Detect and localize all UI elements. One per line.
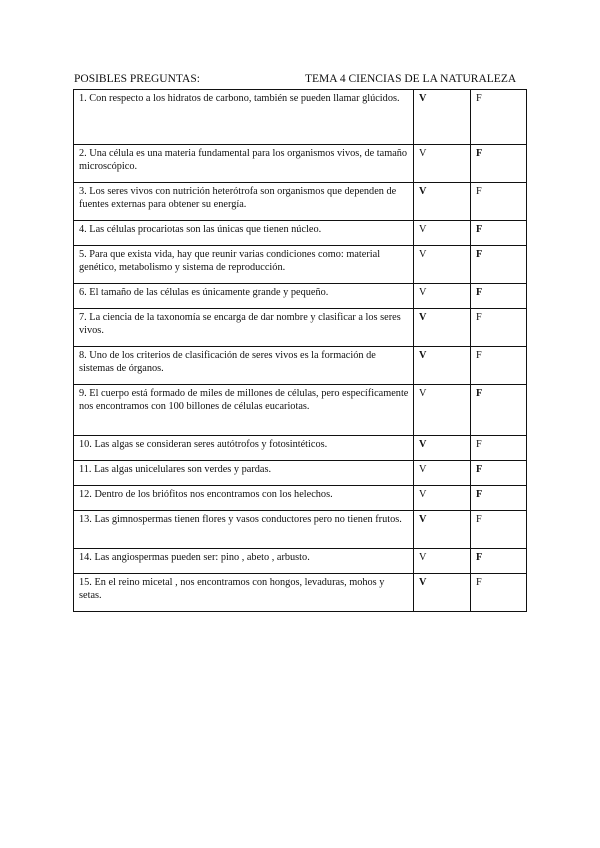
- question-text: 8. Uno de los criterios de clasificación de seres vivos es la formación de sistemas de órganos.: [74, 347, 414, 385]
- option-true: V: [414, 309, 471, 347]
- option-false: F: [471, 221, 527, 246]
- option-true: V: [414, 549, 471, 574]
- question-row: [74, 549, 527, 574]
- question-text: 15. En el reino micetal , nos encontramos con hongos, levaduras, mohos y setas.: [74, 574, 414, 612]
- question-row: [74, 486, 527, 511]
- question-text: 6. El tamaño de las células es únicamente grande y pequeño.: [74, 284, 414, 309]
- option-false: F: [471, 486, 527, 511]
- option-false: F: [471, 385, 527, 436]
- option-false: F: [471, 574, 527, 612]
- option-false: F: [471, 246, 527, 284]
- option-true: V: [414, 246, 471, 284]
- question-row: [74, 436, 527, 461]
- questions-table-body: [74, 90, 527, 612]
- option-false: F: [471, 309, 527, 347]
- questions-table: [73, 89, 527, 612]
- question-text: 12. Dentro de los briófitos nos encontramos con los helechos.: [74, 486, 414, 511]
- option-false: F: [471, 511, 527, 549]
- question-text: 4. Las células procariotas son las únicas que tienen núcleo.: [74, 221, 414, 246]
- option-true: V: [414, 511, 471, 549]
- question-row: [74, 461, 527, 486]
- option-true: V: [414, 145, 471, 183]
- question-row: [74, 284, 527, 309]
- question-text: 2. Una célula es una materia fundamental para los organismos vivos, de tamaño microscópico.: [74, 145, 414, 183]
- header-topic: TEMA 4 CIENCIAS DE LA NATURALEZA: [305, 73, 517, 85]
- option-true: V: [414, 90, 471, 145]
- option-false: F: [471, 183, 527, 221]
- question-row: [74, 183, 527, 221]
- option-true: V: [414, 574, 471, 612]
- option-true: V: [414, 347, 471, 385]
- option-false: F: [471, 347, 527, 385]
- option-true: V: [414, 486, 471, 511]
- option-true: V: [414, 436, 471, 461]
- option-false: F: [471, 436, 527, 461]
- option-false: F: [471, 90, 527, 145]
- question-text: 14. Las angiospermas pueden ser: pino , abeto , arbusto.: [74, 549, 414, 574]
- question-row: [74, 221, 527, 246]
- option-true: V: [414, 183, 471, 221]
- question-row: [74, 385, 527, 436]
- option-true: V: [414, 284, 471, 309]
- question-text: 10. Las algas se consideran seres autótrofos y fotosintéticos.: [74, 436, 414, 461]
- question-text: 13. Las gimnospermas tienen flores y vasos conductores pero no tienen frutos.: [74, 511, 414, 549]
- question-text: 5. Para que exista vida, hay que reunir varias condiciones como: material genético, metabolismo y sistema de reproducción.: [74, 246, 414, 284]
- header-title: POSIBLES PREGUNTAS:: [74, 73, 200, 85]
- question-row: [74, 511, 527, 549]
- question-row: [74, 145, 527, 183]
- option-false: F: [471, 284, 527, 309]
- question-row: [74, 246, 527, 284]
- option-false: F: [471, 145, 527, 183]
- question-text: 1. Con respecto a los hidratos de carbono, también se pueden llamar glúcidos.: [74, 90, 414, 145]
- option-true: V: [414, 221, 471, 246]
- page-header: [74, 72, 526, 86]
- option-false: F: [471, 461, 527, 486]
- question-text: 9. El cuerpo está formado de miles de millones de células, pero específicamente nos encontramos con 100 billones de células eucariotas.: [74, 385, 414, 436]
- question-row: [74, 90, 527, 145]
- question-text: 7. La ciencia de la taxonomía se encarga de dar nombre y clasificar a los seres vivos.: [74, 309, 414, 347]
- option-true: V: [414, 461, 471, 486]
- question-row: [74, 347, 527, 385]
- question-text: 11. Las algas unicelulares son verdes y pardas.: [74, 461, 414, 486]
- question-row: [74, 574, 527, 612]
- question-row: [74, 309, 527, 347]
- option-true: V: [414, 385, 471, 436]
- option-false: F: [471, 549, 527, 574]
- question-text: 3. Los seres vivos con nutrición heterótrofa son organismos que dependen de fuentes externas para obtener su energía.: [74, 183, 414, 221]
